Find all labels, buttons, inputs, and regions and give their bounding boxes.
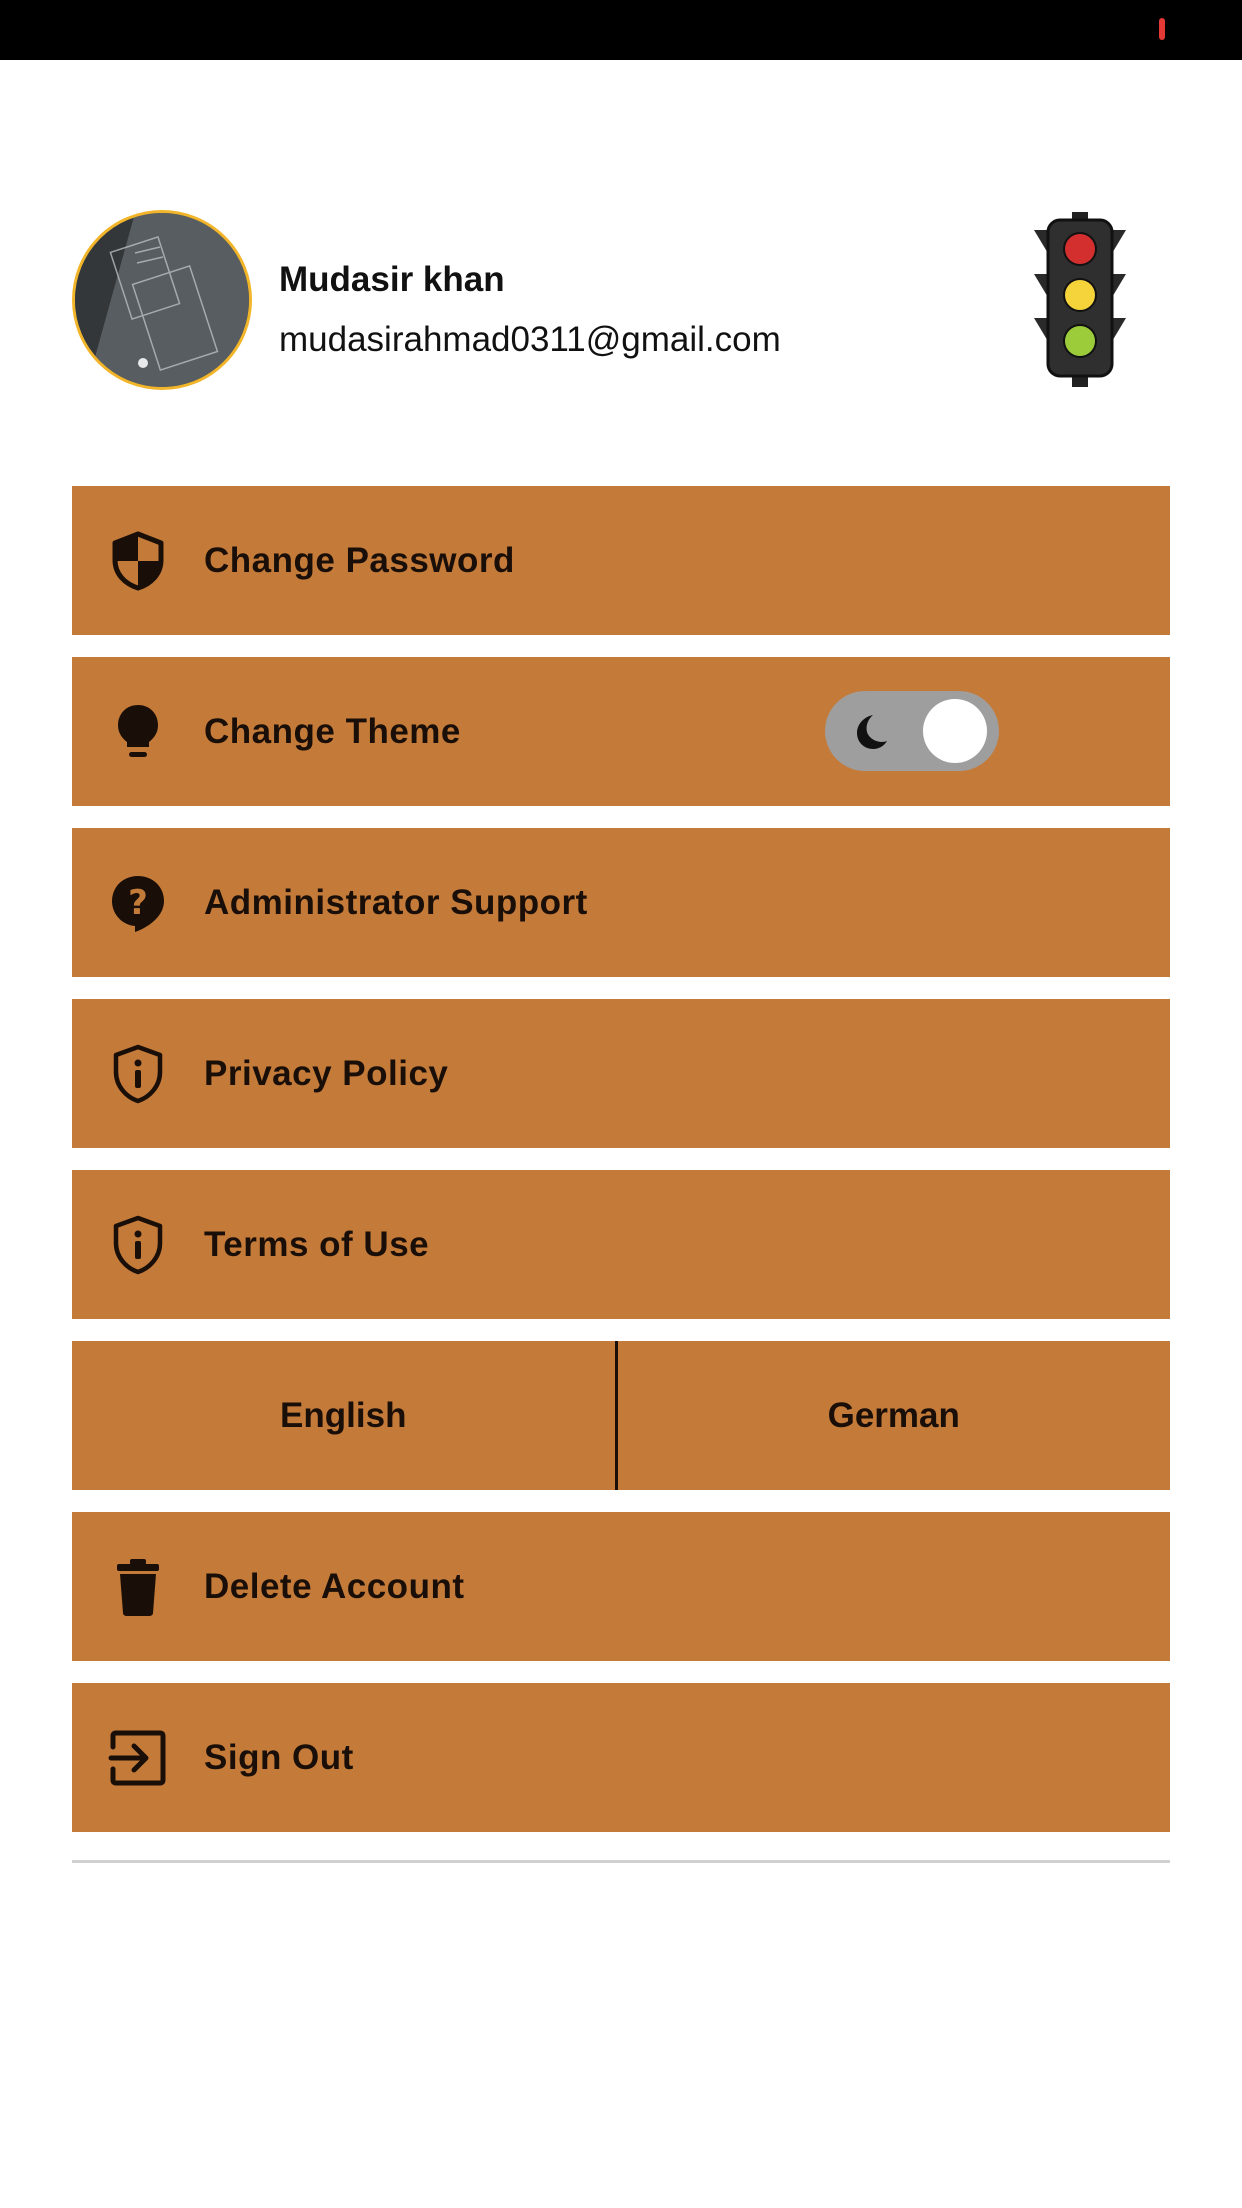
change-theme-label: Change Theme [204, 712, 461, 751]
help-bubble-icon [107, 872, 169, 934]
moon-icon [847, 709, 891, 753]
change-password-label: Change Password [204, 541, 515, 580]
sign-out-icon [107, 1727, 169, 1789]
delete-account-label: Delete Account [204, 1567, 465, 1606]
trash-icon [107, 1556, 169, 1618]
privacy-policy-label: Privacy Policy [204, 1054, 449, 1093]
avatar[interactable] [72, 210, 252, 390]
info-shield-icon [107, 1043, 169, 1105]
status-bar [0, 0, 1242, 60]
traffic-light-icon [1030, 212, 1130, 387]
settings-menu [72, 486, 1170, 1854]
divider [72, 1860, 1170, 1863]
privacy-policy-button[interactable] [72, 999, 1170, 1148]
language-english-button[interactable]: English [72, 1341, 615, 1490]
delete-account-button[interactable] [72, 1512, 1170, 1661]
terms-of-use-button[interactable] [72, 1170, 1170, 1319]
security-shield-icon [107, 530, 169, 592]
profile-header [72, 210, 1170, 396]
change-theme-row [72, 657, 1170, 806]
user-name: Mudasir khan [279, 260, 505, 299]
administrator-support-label: Administrator Support [204, 883, 588, 922]
lightbulb-icon [107, 701, 169, 763]
administrator-support-button[interactable] [72, 828, 1170, 977]
info-shield-icon [107, 1214, 169, 1276]
theme-toggle[interactable] [825, 691, 999, 771]
language-selector [72, 1341, 1170, 1490]
language-german-button[interactable]: German [618, 1341, 1171, 1490]
toggle-knob[interactable] [923, 699, 987, 763]
sign-out-button[interactable] [72, 1683, 1170, 1832]
sign-out-label: Sign Out [204, 1738, 354, 1777]
svg-text:?: ? [128, 883, 148, 923]
status-indicator [1159, 18, 1165, 40]
terms-of-use-label: Terms of Use [204, 1225, 430, 1264]
change-password-button[interactable] [72, 486, 1170, 635]
user-email: mudasirahmad0311@gmail.com [279, 320, 781, 359]
